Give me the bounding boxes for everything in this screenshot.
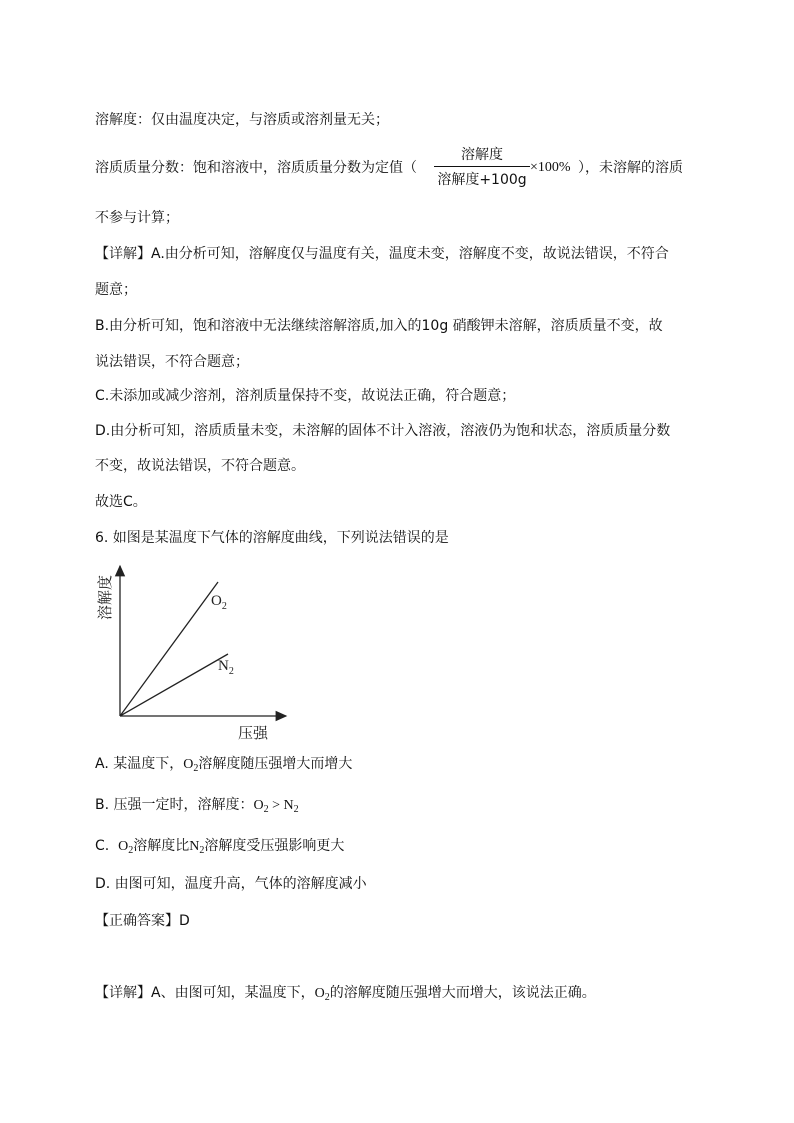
n2-label-sub: 2 — [228, 666, 234, 677]
text-line-2-end: ），未溶解的溶质 — [578, 160, 683, 176]
option-b-prefix: B. 压强一定时，溶解度： — [95, 797, 254, 813]
explanation-line — [95, 983, 596, 1004]
option-c-prefix: C. — [95, 838, 119, 854]
text-line-6: B.由分析可知，饱和溶液中无法继续溶解溶质,加入的10g 硝酸钾未溶解，溶质质量不变，故 — [95, 318, 663, 334]
o2-label-sub: 2 — [221, 601, 227, 612]
explanation-o2: O — [314, 986, 325, 1001]
option-b-greater: > — [268, 798, 284, 813]
x-axis-label: 压强 — [238, 726, 269, 742]
option-c-o2: O — [118, 839, 129, 854]
multiplier-text: ×100% — [530, 160, 571, 175]
option-d[interactable]: D. 由图可知，温度升高，气体的溶解度减小 — [95, 876, 367, 892]
text-line-2-start: 溶质质量分数：饱和溶液中，溶质质量分数为定值（ — [95, 160, 417, 176]
o2-curve — [120, 582, 218, 716]
text-line-9: D.由分析可知，溶质质量未变，未溶解的固体不计入溶液，溶液仍为饱和状态，溶质质量分数 — [95, 423, 671, 439]
y-axis-label: 溶解度 — [98, 574, 114, 620]
option-c-text: 溶解度受压强影响更大 — [204, 838, 345, 854]
option-b-n2-sub: 2 — [293, 804, 299, 815]
option-b-n2: N — [283, 798, 294, 813]
option-c[interactable] — [95, 836, 344, 857]
question-6-stem: 6. 如图是某温度下气体的溶解度曲线，下列说法错误的是 — [95, 530, 449, 546]
fraction-bar — [434, 166, 530, 167]
text-line-10: 不变，故说法错误，不符合题意。 — [95, 458, 305, 474]
text-line-3: 不参与计算； — [95, 210, 179, 226]
fraction-numerator: 溶解度 — [461, 147, 503, 163]
n2-label-letter: N — [218, 658, 229, 674]
correct-answer: 【正确答案】D — [95, 913, 190, 929]
option-a-o2: O — [183, 757, 194, 772]
solubility-figure — [88, 558, 298, 744]
text-line-7: 说法错误，不符合题意； — [95, 354, 249, 370]
n2-label — [218, 658, 234, 677]
explanation-o2-sub: 2 — [324, 992, 330, 1003]
option-a-text: 溶解度随压强增大而增大 — [198, 756, 353, 772]
option-c-o2-sub: 2 — [128, 845, 134, 856]
option-c-n2: N — [189, 839, 200, 854]
fraction-denominator: 溶解度+100g — [437, 172, 527, 188]
text-line-5: 题意； — [95, 282, 137, 298]
text-line-11: 故选C。 — [95, 494, 147, 510]
o2-label-letter: O — [211, 593, 222, 609]
explanation-prefix: 【详解】A、由图可知，某温度下， — [95, 985, 315, 1001]
text-line-8: C.未添加或减少溶剂，溶剂质量保持不变，故说法正确，符合题意； — [95, 388, 516, 404]
o2-label — [211, 593, 227, 612]
option-a-prefix: A. 某温度下， — [95, 756, 184, 772]
option-b-o2: O — [253, 798, 264, 813]
explanation-text: 的溶解度随压强增大而增大，该说法正确。 — [329, 985, 596, 1001]
option-c-mid: 溶解度比 — [133, 838, 190, 854]
option-a[interactable] — [95, 754, 352, 775]
option-c-n2-sub: 2 — [199, 845, 205, 856]
option-b-o2-sub: 2 — [263, 804, 269, 815]
text-line-4: 【详解】A.由分析可知，溶解度仅与温度有关，温度未变，溶解度不变，故说法错误，不符合 — [95, 246, 669, 262]
text-line-1: 溶解度：仅由温度决定，与溶质或溶剂量无关； — [95, 112, 389, 128]
option-a-o2-sub: 2 — [193, 763, 199, 774]
n2-curve — [120, 654, 228, 716]
option-b[interactable] — [95, 795, 299, 816]
